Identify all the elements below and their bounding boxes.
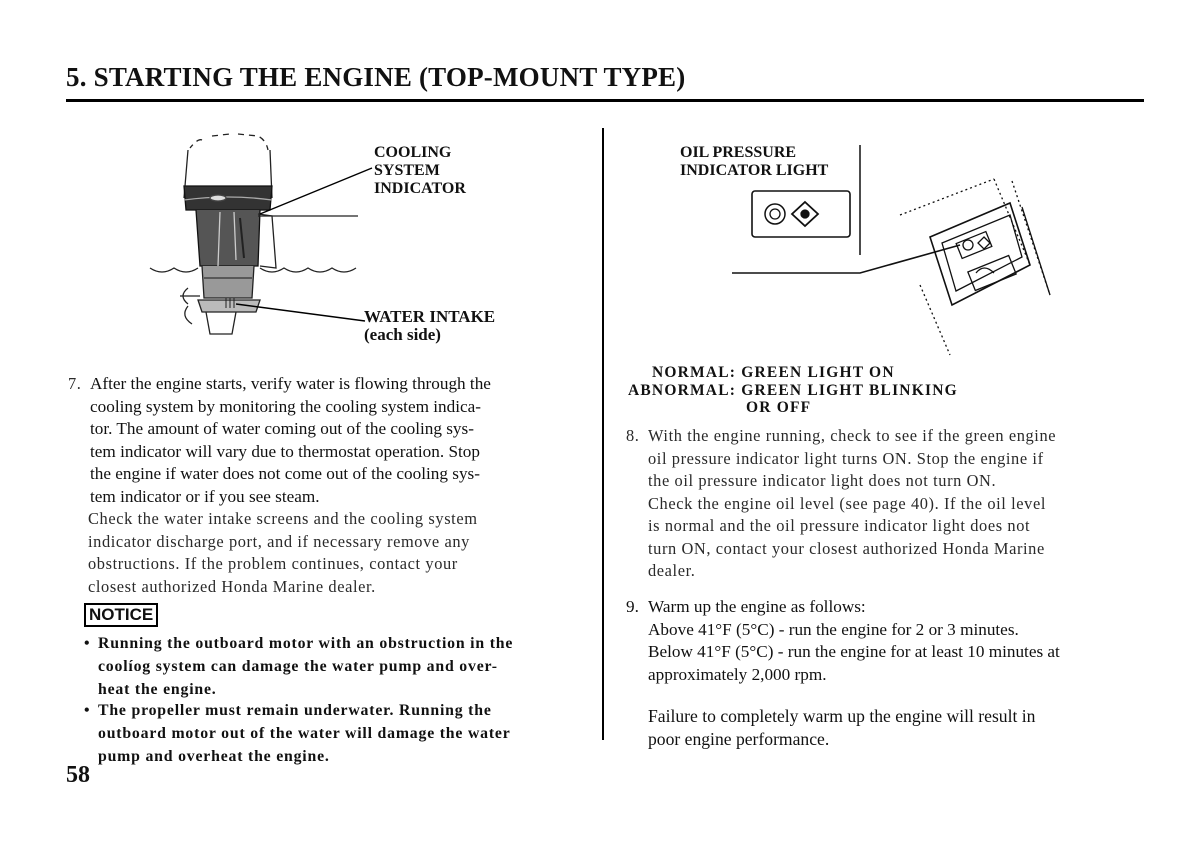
title-rule [66,99,1144,102]
water-intake-label: WATER INTAKE (each side) [364,307,496,344]
column-divider [602,128,604,740]
notice-bullet-1: • Running the outboard motor with an obstruction in the coolíog system can damage the water pump and over- heat the engine. [84,635,514,698]
oil-pressure-indicator-label: OIL PRESSURE INDICATOR LIGHT [680,144,829,179]
step-9-failure: Failure to completely warm up the engine will result in poor engine performance. [648,706,1036,749]
notice-badge: NOTICE [84,603,158,627]
status-abnormal: ABNORMAL: GREEN LIGHT BLINKING [628,382,958,399]
page-title: 5. STARTING THE ENGINE (TOP-MOUNT TYPE) [66,62,686,92]
step-9: 9. Warm up the engine as follows: Above 41°F (5°C) - run the engine for 2 or 3 minutes. Below 41°F (5°C) - run the engine for at least 10 minutes at approximately 2,000 rpm. [626,597,1060,684]
step-8: 8. With the engine running, check to see if the green engine oil pressure indicator light turns ON. Stop the engine if the oil pressure indicator light does not turn ON. Check the engine oil level (see page 40). If the oil level is normal and the oil pressure indicator light does not turn ON, contact your closest authorized Honda Marine dealer. [626,426,1057,580]
outboard-motor-illustration [140,128,380,358]
cooling-system-indicator-label: COOLING SYSTEM INDICATOR [374,144,466,197]
status-normal: NORMAL: GREEN LIGHT ON [652,364,895,381]
oil-can-icon [792,202,818,226]
step-7-check: Check the water intake screens and the cooling system indicator discharge port, and if necessary remove any obstructions. If the problem continues, contact your closest authorized Honda Marine dealer. [88,509,478,596]
status-abnormal-2: OR OFF [746,399,812,416]
oil-pressure-panel-illustration [730,145,1070,360]
step-7: 7. After the engine starts, verify water is flowing through the cooling system by monitoring the cooling system indica- tor. The amount of water coming out of the cooling sys- tem indicator will vary due to thermostat operation. Stop the engine if water does not come out of the cooling sys- tem indicator or if you see steam. [68,374,491,506]
notice-bullet-2: • The propeller must remain underwater. Running the outboard motor out of the water will damage the water pump and overheat the engine. [84,702,511,765]
page-number: 58 [66,762,90,788]
